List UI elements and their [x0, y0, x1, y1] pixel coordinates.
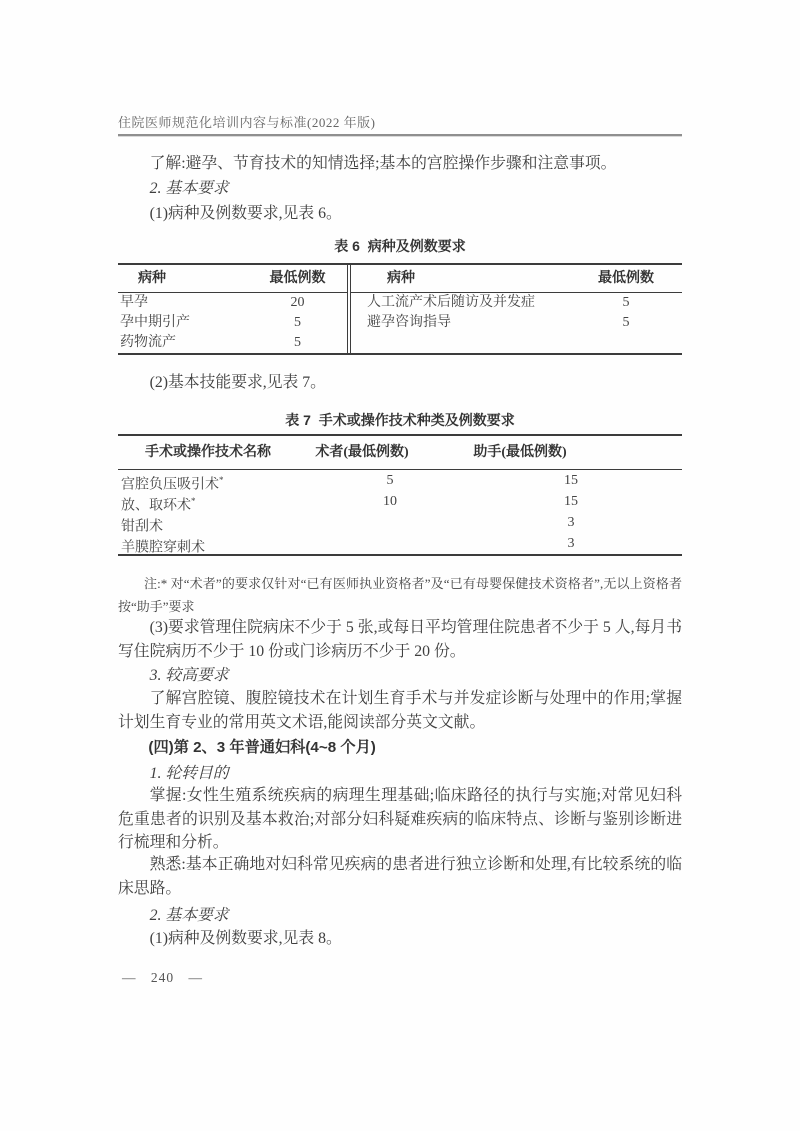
procedure-name: 钳刮术 — [121, 519, 163, 535]
column-header-disease: 病种 — [138, 271, 166, 286]
cell-operator-count: 10 — [383, 494, 397, 509]
cell-disease: 人工流产术后随访及并发症 — [367, 295, 535, 310]
cell-disease: 早孕 — [120, 295, 148, 310]
procedure-name: 羊膜腔穿刺术 — [121, 540, 205, 556]
cell-operator-count: 5 — [386, 473, 394, 488]
table-6-right-header-row — [351, 265, 682, 293]
cell-assistant-count: 15 — [564, 494, 578, 509]
table-row — [118, 491, 682, 512]
cell-disease: 孕中期引产 — [120, 315, 190, 330]
item-higher-requirements: 3. 较高要求 — [149, 667, 229, 684]
page-number: — 240 — — [122, 970, 203, 985]
item-see-table-6: (1)病种及例数要求,见表 6。 — [149, 205, 342, 222]
item-ward-management: (3)要求管理住院病床不少于 5 张,或每日平均管理住院患者不少于 5 人,每月书写住院病历不少于 10 份或门诊病历不少于 20 份。 — [118, 619, 682, 660]
header-rule — [118, 134, 682, 137]
table-row — [351, 313, 682, 333]
table-7-header-row — [118, 436, 682, 470]
item-see-table-8: (1)病种及例数要求,见表 8。 — [149, 930, 342, 947]
procedure-name: 放、取环术 — [121, 498, 191, 514]
table-row — [118, 333, 347, 353]
table-6-right-half — [351, 265, 682, 353]
paragraph-understand: 了解:避孕、节育技术的知情选择;基本的宫腔操作步骤和注意事项。 — [149, 155, 617, 172]
table-7-caption: 表 7 手术或操作技术种类及例数要求 — [285, 412, 515, 428]
paragraph-familiar: 熟悉:基本正确地对妇科常见疾病的患者进行独立诊断和处理,有比较系统的临床思路。 — [118, 856, 682, 897]
cell-min-cases: 5 — [294, 335, 301, 350]
item-see-table-7: (2)基本技能要求,见表 7。 — [149, 374, 326, 391]
paragraph-master: 掌握:女性生殖系统疾病的病理生理基础;临床路径的执行与实施;对常见妇科危重患者的识别及基本救治;对部分妇科疑难疾病的临床特点、诊断与鉴别诊断进行梳理和分析。 — [118, 787, 682, 851]
procedure-name: 宫腔负压吸引术 — [121, 477, 219, 493]
column-header-operator-min: 术者(最低例数) — [315, 445, 409, 460]
cell-operator-count — [320, 512, 460, 533]
footnote-asterisk: * — [191, 496, 196, 506]
table-6-left-header-row — [118, 265, 347, 293]
cell-disease: 药物流产 — [120, 335, 176, 350]
cell-operator-count — [320, 533, 460, 554]
column-header-min-cases: 最低例数 — [598, 271, 654, 286]
cell-assistant-count: 3 — [567, 515, 575, 530]
table-row — [118, 293, 347, 313]
cell-min-cases: 20 — [290, 295, 305, 310]
column-header-min-cases: 最低例数 — [269, 271, 326, 286]
paragraph-higher-detail: 了解宫腔镜、腹腔镜技术在计划生育手术与并发症诊断与处理中的作用;掌握计划生育专业的常用英文术语,能阅读部分英文文献。 — [118, 690, 682, 731]
running-header: 住院医师规范化培训内容与标准(2022 年版) — [118, 115, 376, 130]
cell-procedure — [118, 512, 320, 533]
cell-procedure — [118, 470, 320, 491]
cell-assistant-count: 3 — [567, 536, 575, 551]
table-row — [118, 470, 682, 491]
cell-assistant-count: 15 — [564, 473, 578, 488]
column-header-disease: 病种 — [387, 271, 415, 286]
section-heading-general-gynecology: (四)第 2、3 年普通妇科(4~8 个月) — [148, 739, 376, 756]
table-row — [351, 293, 682, 313]
cell-min-cases: 5 — [294, 315, 301, 330]
column-header-assistant-min: 助手(最低例数) — [473, 445, 567, 460]
table-row — [118, 533, 682, 554]
table-7 — [118, 434, 682, 556]
cell-procedure — [118, 533, 320, 554]
table-6-caption: 表 6 病种及例数要求 — [334, 238, 466, 254]
cell-min-cases: 5 — [622, 315, 630, 330]
table-row — [118, 512, 682, 533]
item-rotation-purpose: 1. 轮转目的 — [149, 765, 229, 782]
footnote-asterisk: * — [219, 475, 224, 485]
column-header-procedure-name: 手术或操作技术名称 — [145, 445, 271, 460]
item-basic-requirements: 2. 基本要求 — [149, 180, 229, 197]
cell-procedure — [118, 491, 320, 512]
cell-disease: 避孕咨询指导 — [367, 315, 451, 330]
cell-min-cases: 5 — [622, 295, 630, 310]
item-basic-requirements-2: 2. 基本要求 — [149, 907, 229, 924]
table-7-footnote: 注:* 对“术者”的要求仅针对“已有医师执业资格者”及“已有母婴保健技术资格者”,无以上资格者按“助手”要求 — [118, 576, 682, 614]
table-6 — [118, 263, 682, 355]
table-row — [118, 313, 347, 333]
table-6-left-half — [118, 265, 347, 353]
